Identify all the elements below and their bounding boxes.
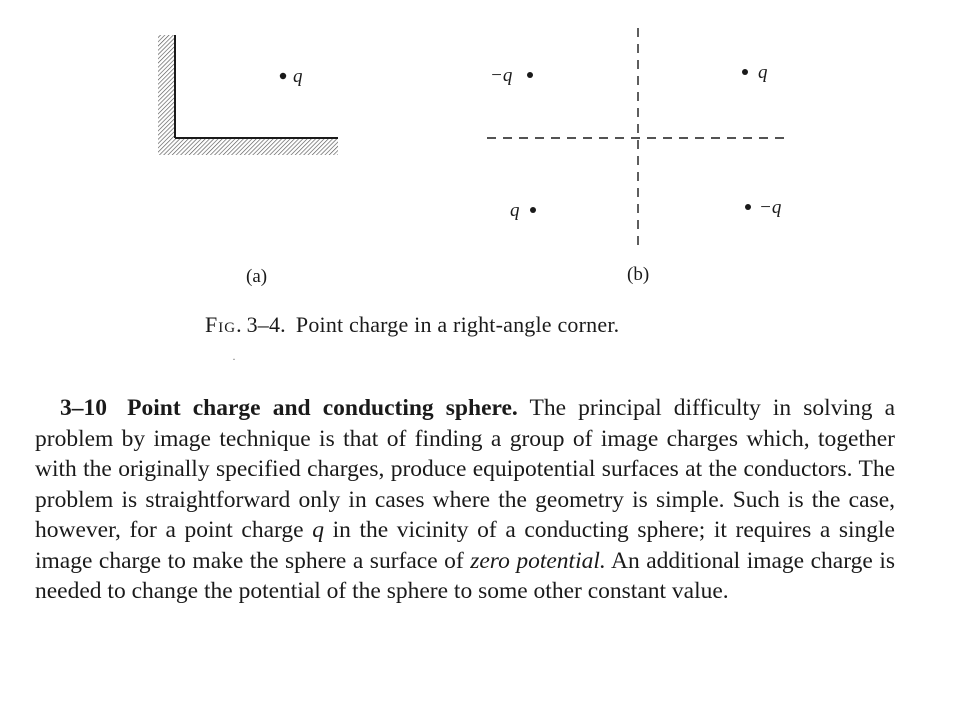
section-body-part1: The principal difficulty in solving a problem by image technique is that of finding a group of image charges which, together with the originally specified charges, produce equipotential surfaces at the conductors. The problem is straightforward only in cases where the geometry is simple. Such is the case, however, for a point charge — [35, 395, 895, 543]
image-charge-bottom-right-label: −q — [759, 197, 782, 218]
panel-a — [158, 35, 338, 287]
section-body-part3: An additional image charge is needed to change the potential of the sphere to some other constant value. — [35, 547, 895, 604]
caption-text: Point charge in a right-angle corner. — [295, 312, 620, 337]
caption-label: Fig. — [205, 312, 243, 337]
image-charge-top-left — [527, 72, 533, 78]
caption-number: 3–4. — [246, 312, 286, 337]
image-charge-bottom-left — [530, 207, 536, 213]
point-charge-q — [280, 73, 286, 79]
panel-b — [487, 28, 790, 285]
panel-b-label: (b) — [627, 264, 650, 285]
charge-label-q: q — [293, 66, 303, 87]
image-charge-bottom-right — [745, 204, 751, 210]
section-body-part2: in the vicinity of a conducting sphere; it requires a single image charge to make the sphere a surface of — [35, 517, 895, 574]
section-title: Point charge and conducting sphere. — [127, 395, 518, 421]
image-charge-bottom-left-label: q — [510, 200, 520, 221]
figure-caption — [205, 312, 619, 338]
panel-a-label: (a) — [246, 266, 268, 287]
emphasis-zero-potential: zero potential. — [470, 547, 606, 574]
section-3-10 — [35, 393, 895, 607]
section-number: 3–10 — [60, 395, 107, 421]
image-charge-top-right — [742, 69, 748, 75]
image-charge-top-left-label: −q — [490, 65, 513, 86]
image-charge-top-right-label: q — [758, 62, 768, 83]
stray-speck: · — [232, 352, 236, 366]
variable-q: q — [312, 517, 324, 543]
corner-conductor — [158, 35, 338, 155]
